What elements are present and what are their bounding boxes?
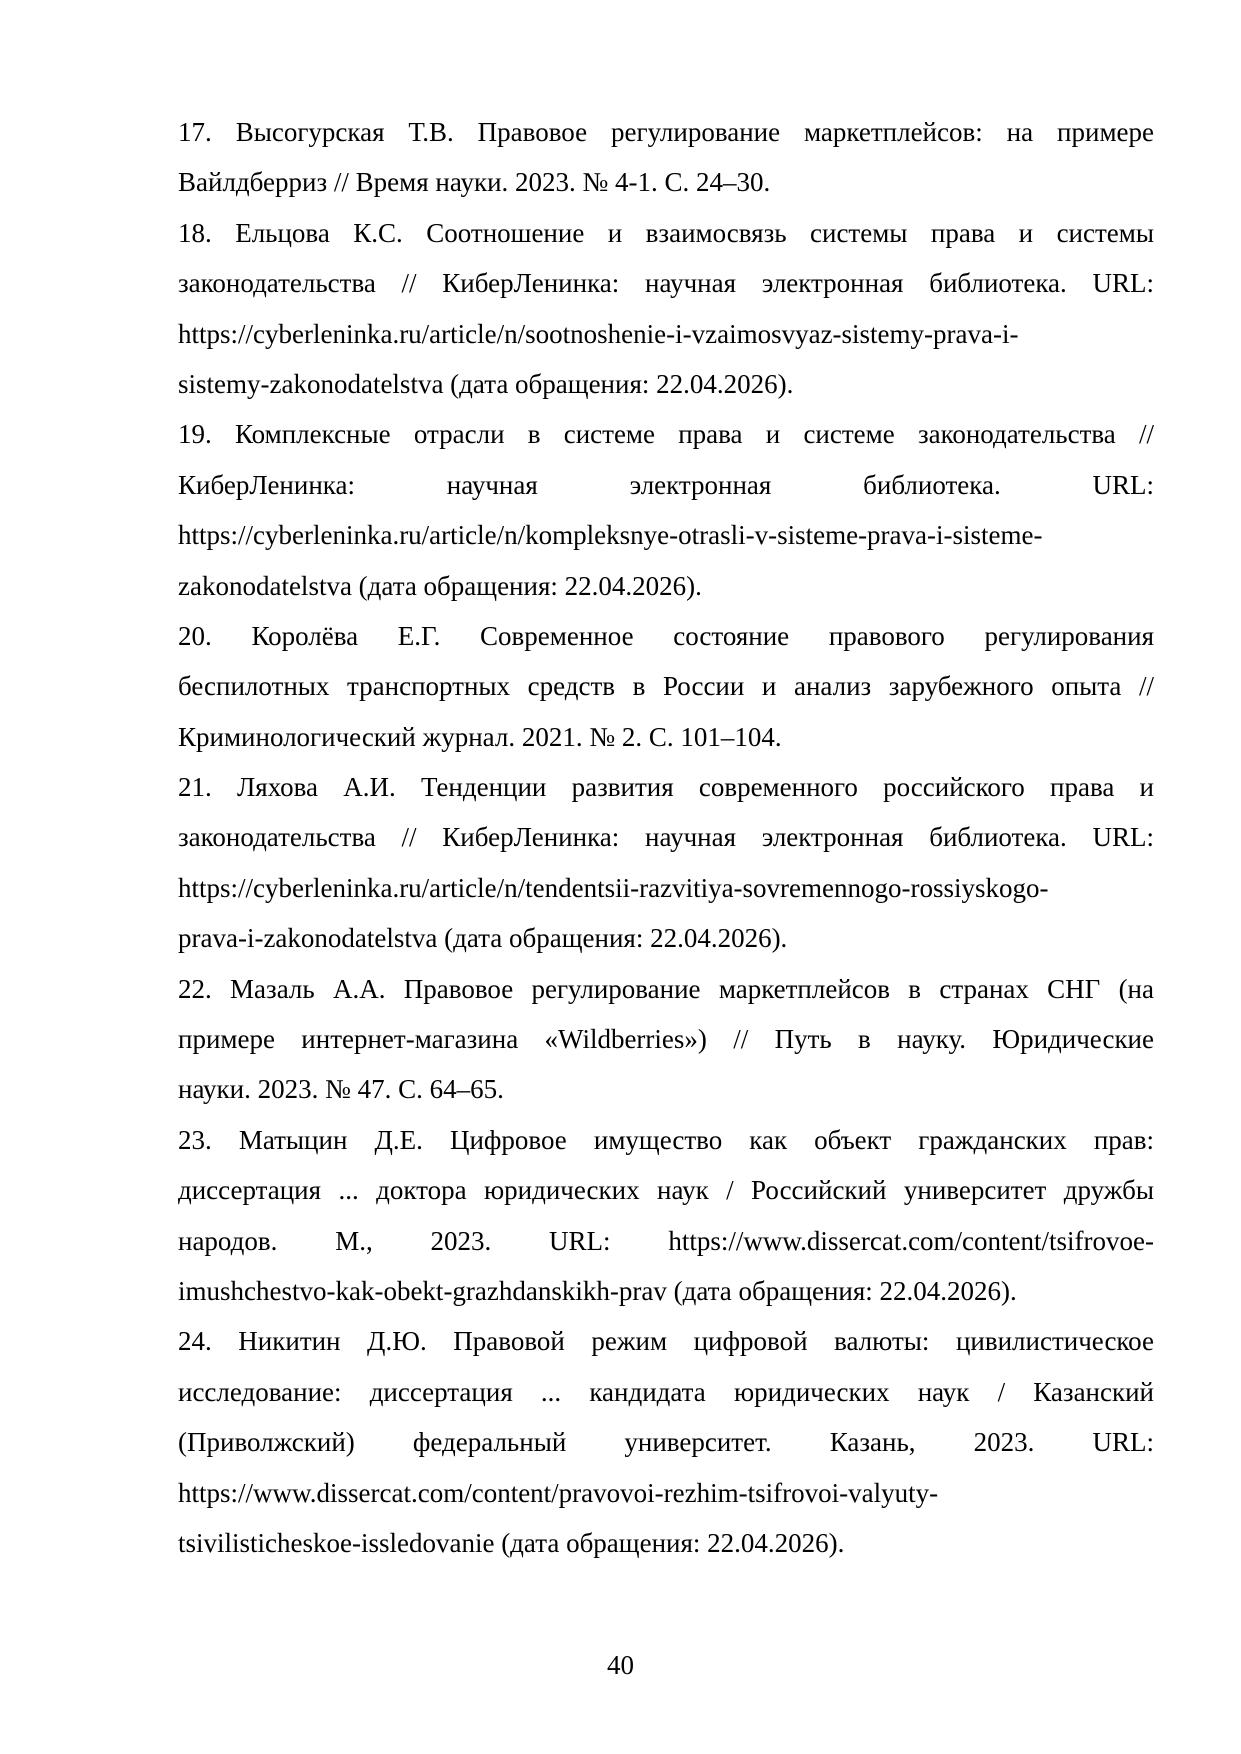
reference-item [178,107,1154,208]
reference-line: законодательства // КиберЛенинка: научная электронная библиотека. URL: [178,822,1154,853]
reference-line: 20. Королёва Е.Г. Современное состояние правового регулирования [178,620,1154,651]
reference-line: 23. Матыцин Д.Е. Цифровое имущество как объект гражданских прав: [178,1124,1154,1155]
reference-item [178,208,1154,410]
reference-line: 18. Ельцова К.С. Соотношение и взаимосвязь системы права и системы [178,217,1154,248]
reference-line: народов. М., 2023. URL: https://www.dissercat.com/content/tsifrovoe- [178,1225,1154,1256]
reference-item [178,964,1154,1115]
reference-line: законодательства // КиберЛенинка: научная электронная библиотека. URL: [178,268,1154,299]
page-content [178,107,1154,1568]
reference-line: https://cyberleninka.ru/article/n/kompleksnye-otrasli-v-sisteme-prava-i-sisteme- [178,520,1043,551]
reference-line: исследование: диссертация ... кандидата юридических наук / Казанский [178,1376,1154,1407]
reference-line: КиберЛенинка: научная электронная библиотека. URL: [178,469,1154,500]
reference-item [178,409,1154,611]
reference-line: tsivilisticheskoe-issledovanie (дата обращения: 22.04.2026). [178,1527,845,1558]
reference-line: диссертация ... доктора юридических наук / Российский университет дружбы [178,1175,1154,1206]
reference-line: Вайлдберриз // Время науки. 2023. № 4-1. С. 24–30. [178,167,771,198]
reference-line: https://cyberleninka.ru/article/n/sootnoshenie-i-vzaimosvyaz-sistemy-prava-i- [178,318,1019,349]
reference-line: https://cyberleninka.ru/article/n/tendentsii-razvitiya-sovremennogo-rossiyskogo- [178,872,1049,903]
reference-line: примере интернет-магазина «Wildberries») // Путь в науку. Юридические [178,1024,1154,1055]
reference-list [178,107,1154,1568]
reference-line: 24. Никитин Д.Ю. Правовой режим цифровой валюты: цивилистическое [178,1326,1154,1357]
reference-line: sistemy-zakonodatelstva (дата обращения: 22.04.2026). [178,368,794,399]
reference-line: Криминологический журнал. 2021. № 2. С. 101–104. [178,721,782,752]
reference-line: imushchestvo-kak-obekt-grazhdanskikh-prav (дата обращения: 22.04.2026). [178,1275,1017,1306]
reference-item [178,1115,1154,1317]
reference-line: 22. Мазаль А.А. Правовое регулирование маркетплейсов в странах СНГ (на [178,973,1154,1004]
reference-line: науки. 2023. № 47. С. 64–65. [178,1074,504,1105]
reference-line: zakonodatelstva (дата обращения: 22.04.2026). [178,570,702,601]
reference-line: 17. Высогурская Т.В. Правовое регулирование маркетплейсов: на примере [178,117,1154,147]
reference-line: https://www.dissercat.com/content/pravovoi-rezhim-tsifrovoi-valyuty- [178,1477,939,1508]
reference-line: prava-i-zakonodatelstva (дата обращения: 22.04.2026). [178,923,788,954]
reference-line: 19. Комплексные отрасли в системе права и системе законодательства // [178,419,1154,450]
reference-item [178,1316,1154,1568]
reference-line: 21. Ляхова А.И. Тенденции развития современного российского права и [178,772,1154,803]
reference-item [178,762,1154,964]
reference-line: (Приволжский) федеральный университет. Казань, 2023. URL: [178,1427,1154,1458]
reference-line: беспилотных транспортных средств в России и анализ зарубежного опыта // [178,671,1154,702]
page-number: 40 [607,1650,634,1680]
reference-item [178,611,1154,762]
